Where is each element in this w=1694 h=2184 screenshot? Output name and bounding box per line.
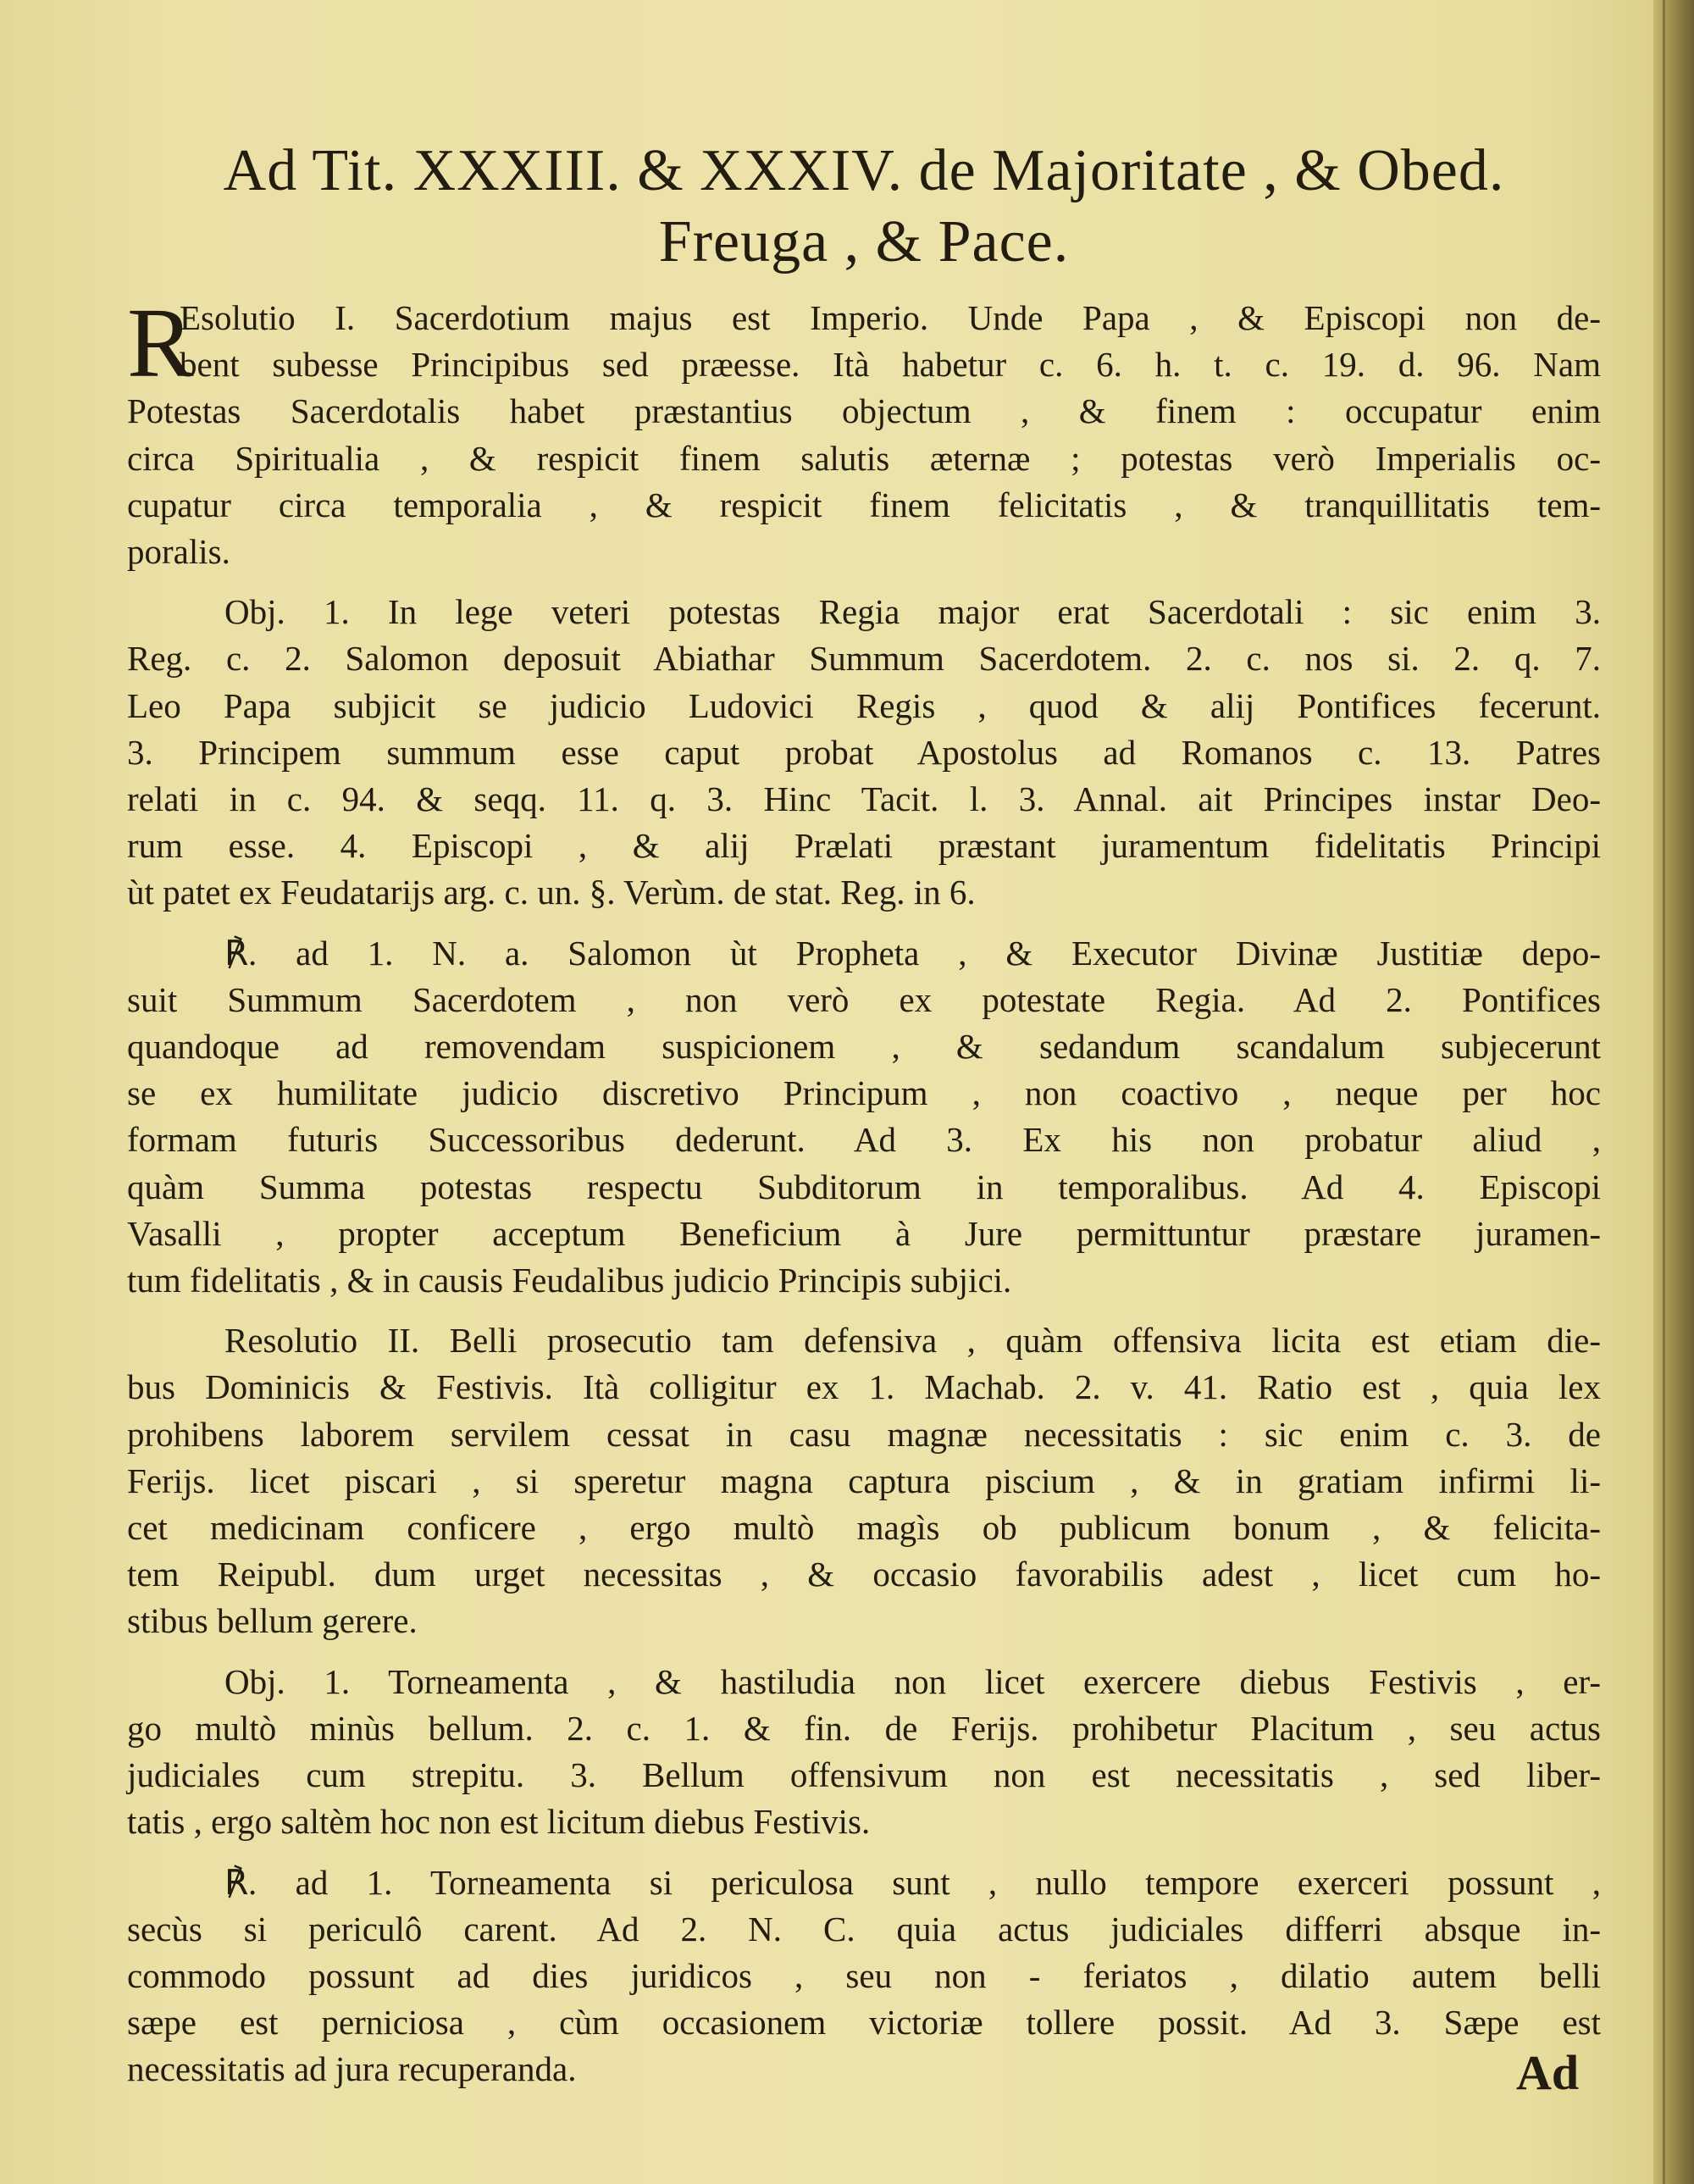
paragraph-resolutio-1 (127, 287, 1601, 575)
text-line: tem Reipubl. dum urget necessitas , & occasio favorabilis adest , licet cum ho- (127, 1555, 1601, 1594)
text-line: bent subesse Principibus sed præesse. Ità habetur c. 6. h. t. c. 19. d. 96. Nam (180, 345, 1601, 385)
text-line: se ex humilitate judicio discretivo Principum , non coactivo , neque per hoc (127, 1073, 1601, 1113)
paragraph-resolutio-2 (127, 1317, 1601, 1644)
text-line: Resolutio II. Belli prosecutio tam defensiva , quàm offensiva licita est etiam die- (224, 1321, 1601, 1361)
text-line: quandoque ad removendam suspicionem , & sedandum scandalum subjecerunt (127, 1027, 1601, 1067)
text-line: poralis. (127, 532, 230, 572)
text-line: cet medicinam conficere , ergo multò magìs ob publicum bonum , & felicita- (127, 1508, 1601, 1548)
text-line: Leo Papa subjicit se judicio Ludovici Regis , quod & alij Pontifices fecerunt. (127, 685, 1601, 725)
text-line: Reg. c. 2. Salomon deposuit Abiathar Summum Sacerdotem. 2. c. nos si. 2. q. 7. (127, 639, 1601, 679)
page-text (127, 136, 1601, 2107)
text-line: Ferijs. licet piscari , si speretur magna captura piscium , & in gratiam infirmi li- (127, 1461, 1601, 1500)
page-title (127, 136, 1601, 278)
text-line: necessitatis ad jura recuperanda. (127, 2049, 577, 2089)
text-line: cupatur circa temporalia , & respicit finem felicitatis , & tranquillitatis tem- (127, 485, 1601, 524)
paragraph-responsio-1 (127, 930, 1601, 1305)
text-line: tum fidelitatis , & in causis Feudalibus judicio Principis subjici. (127, 1261, 1012, 1300)
binding-edge (1653, 0, 1694, 2184)
paragraph-responsio-2 (127, 1860, 1601, 2093)
text-line: ℟. ad 1. N. a. Salomon ùt Propheta , & Executor Divinæ Justitiæ depo- (224, 933, 1601, 973)
text-line: bus Dominicis & Festivis. Ità colligitur ex 1. Machab. 2. v. 41. Ratio est , quia lex (127, 1367, 1601, 1407)
text-line: judiciales cum strepitu. 3. Bellum offensivum non est necessitatis , sed liber- (127, 1755, 1601, 1795)
text-line: stibus bellum gerere. (127, 1601, 418, 1641)
text-line: 3. Principem summum esse caput probat Apostolus ad Romanos c. 13. Patres (127, 732, 1601, 772)
title-line-2: Freuga , & Pace. (658, 209, 1070, 274)
text-line: quàm Summa potestas respectu Subditorum in temporalibus. Ad 4. Episcopi (127, 1167, 1601, 1206)
text-line: prohibens laborem servilem cessat in casu magnæ necessitatis : sic enim c. 3. de (127, 1414, 1601, 1454)
text-line: go multò minùs bellum. 2. c. 1. & fin. de Ferijs. prohibetur Placitum , seu actus (127, 1708, 1601, 1748)
paragraph-objectio-2 (127, 1659, 1601, 1846)
text-line: Obj. 1. In lege veteri potestas Regia major erat Sacerdotali : sic enim 3. (224, 592, 1601, 632)
catchword: Ad (1516, 2045, 1580, 2100)
paragraph-objectio-1 (127, 589, 1601, 916)
title-line-1: Ad Tit. XXXIII. & XXXIV. de Majoritate , & Obed. (223, 138, 1505, 203)
text-line: secùs si periculô carent. Ad 2. N. C. quia actus judiciales differri absque in- (127, 1909, 1601, 1948)
drop-cap: R (127, 287, 194, 398)
binding-shadow-line (1663, 0, 1665, 2184)
text-line: sæpe est perniciosa , cùm occasionem victoriæ tollere possit. Ad 3. Sæpe est (127, 2003, 1601, 2043)
text-line: tatis , ergo saltèm hoc non est licitum diebus Festivis. (127, 1802, 871, 1842)
text-line: suit Summum Sacerdotem , non verò ex potestate Regia. Ad 2. Pontifices (127, 979, 1601, 1019)
text-line: Esolutio I. Sacerdotium majus est Imperio. Unde Papa , & Episcopi non de- (180, 298, 1601, 337)
text-line: formam futuris Successoribus dederunt. Ad 3. Ex his non probatur aliud , (127, 1120, 1601, 1160)
text-line: relati in c. 94. & seqq. 11. q. 3. Hinc Tacit. l. 3. Annal. ait Principes instar Deo- (127, 779, 1601, 819)
text-line: ℟. ad 1. Torneamenta si periculosa sunt , nullo tempore exerceri possunt , (224, 1862, 1601, 1902)
text-line: commodo possunt ad dies juridicos , seu non - feriatos , dilatio autem belli (127, 1955, 1601, 1995)
text-line: Potestas Sacerdotalis habet præstantius objectum , & finem : occupatur enim (127, 391, 1601, 431)
text-line: ùt patet ex Feudatarijs arg. c. un. §. Verùm. de stat. Reg. in 6. (127, 873, 976, 912)
text-line: Vasalli , propter acceptum Beneficium à Jure permittuntur præstare juramen- (127, 1213, 1601, 1253)
text-line: rum esse. 4. Episcopi , & alij Prælati præstant juramentum fidelitatis Principi (127, 826, 1601, 866)
text-line: Obj. 1. Torneamenta , & hastiludia non licet exercere diebus Festivis , er- (224, 1661, 1601, 1701)
text-line: circa Spiritualia , & respicit finem salutis æternæ ; potestas verò Imperialis oc- (127, 438, 1601, 478)
